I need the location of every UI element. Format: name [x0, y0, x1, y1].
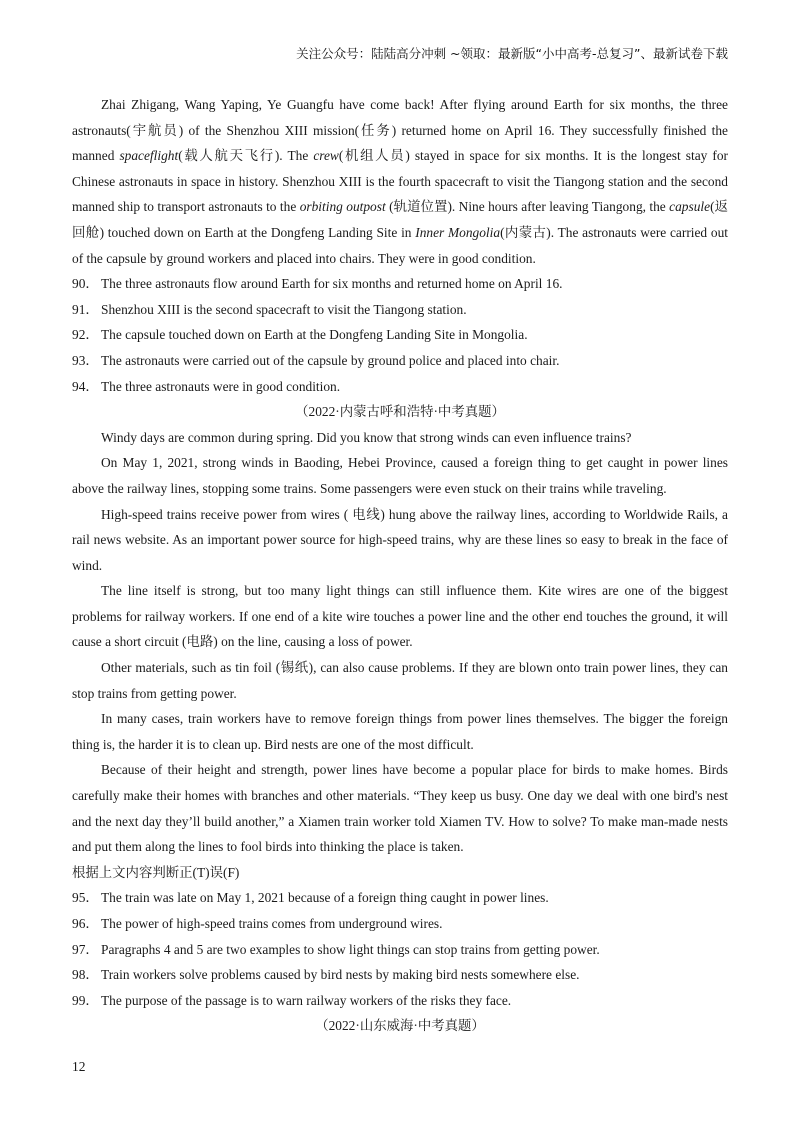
question-item: 93． The astronauts were carried out of the capsule by ground police and placed into chair.: [72, 352, 560, 368]
passage-2-paragraph: High-speed trains receive power from wires ( 电线) hung above the railway lines, according to Worldwide Rails, a rail news website. As an important power source for high-speed trains, why are these lines so easy to break in the face of wind.: [72, 506, 728, 573]
italic-term: crew: [313, 148, 339, 164]
text-run: (轨道位置). Nine hours after leaving Tiangong, the: [385, 199, 670, 215]
question-item: 97． Paragraphs 4 and 5 are two examples to show light things can stop trains from getting power.: [72, 941, 600, 957]
passage-2-questions: [72, 885, 728, 1013]
question-item: 91． Shenzhou XIII is the second spacecraft to visit the Tiangong station.: [72, 301, 467, 317]
passage-1-paragraph: [72, 92, 728, 271]
question-item: 92． The capsule touched down on Earth at the Dongfeng Landing Site in Mongolia.: [72, 327, 528, 343]
passage-2-paragraph: Other materials, such as tin foil (锡纸), can also cause problems. If they are blown onto train power lines, they can stop trains from getting power.: [72, 660, 728, 701]
question-item: 95． The train was late on May 1, 2021 because of a foreign thing caught in power lines.: [72, 890, 549, 906]
question-item: 90． The three astronauts flow around Earth for six months and returned home on April 16.: [72, 276, 563, 292]
passage-2-paragraph: The line itself is strong, but too many light things can still influence them. Kite wires are one of the biggest problems for railway workers. If one end of a kite wire touches a power line and the other end touches the ground, it will cause a short circuit (电路) on the line, causing a loss of power.: [72, 583, 728, 650]
source-citation: （2022·山东威海·中考真题）: [315, 1018, 485, 1034]
italic-term: capsule: [669, 199, 711, 215]
text-run: (内蒙古). The astronauts were carried out of the capsule by ground workers and placed into chairs. They were in good condition.: [72, 224, 728, 266]
source-citation: （2022·内蒙古呼和浩特·中考真题）: [295, 404, 505, 420]
question-item: 99． The purpose of the passage is to warn railway workers of the risks they face.: [72, 992, 512, 1008]
passage-1-questions: [72, 271, 728, 399]
passage-2-paragraph: On May 1, 2021, strong winds in Baoding, Hebei Province, caused a foreign thing to get caught in power lines above the railway lines, stopping some trains. Some passengers were even stuck on their trains while traveling.: [72, 455, 728, 496]
passage-2-paragraph: Windy days are common during spring. Did you know that strong winds can even influence trains?: [101, 429, 632, 445]
passage-2-paragraph: Because of their height and strength, power lines have become a popular place for birds to make homes. Birds carefully make their homes with branches and other materials. “They keep us busy. One day we deal with one bird's nest and the next day they’ll build another,” a Xiamen train worker told Xiamen TV. How to solve? To make man-made nests and put them along the lines to fool birds into thinking the place is taken.: [72, 762, 728, 855]
text-run: Zhai Zhigang, Wang Yaping, Ye Guangfu have come back! After flying around Earth for six months, the three astronauts(宇航员) of the Shenzhou XIII mission(任务) returned home on April 16. They successfully finished the manned: [72, 97, 728, 164]
page-content: [72, 92, 728, 1039]
passage-2-paragraph: In many cases, train workers have to remove foreign things from power lines themselves. The bigger the foreign thing is, the harder it is to clean up. Bird nests are one of the most difficult.: [72, 711, 728, 752]
text-run: (载人航天飞行). The: [178, 148, 314, 164]
text-run: (返回舱) touched down on Earth at the Dongfeng Landing Site in: [72, 199, 728, 240]
page-header: 关注公众号：陆陆高分冲刺 ~领取：最新版“小中高考-总复习”、最新试卷下载: [296, 46, 728, 61]
question-item: 96． The power of high-speed trains comes from underground wires.: [72, 916, 443, 931]
text-run: (机组人员) stayed in space for six months. It is the longest stay for Chinese astronauts in space in history. Shenzhou XIII is the fourth spacecraft to visit the Tiangong station and the second manned ship to transport astronauts to the: [72, 148, 728, 215]
italic-term: orbiting outpost: [299, 199, 386, 215]
italic-term: Inner Mongolia: [415, 224, 501, 240]
italic-term: spaceflight: [119, 148, 179, 164]
question-item: 94． The three astronauts were in good condition.: [72, 378, 341, 394]
instruction-text: 根据上文内容判断正(T)误(F): [72, 864, 240, 880]
question-item: 98． Train workers solve problems caused by bird nests by making bird nests somewhere else.: [72, 967, 580, 983]
page-number: 12: [72, 1059, 86, 1074]
